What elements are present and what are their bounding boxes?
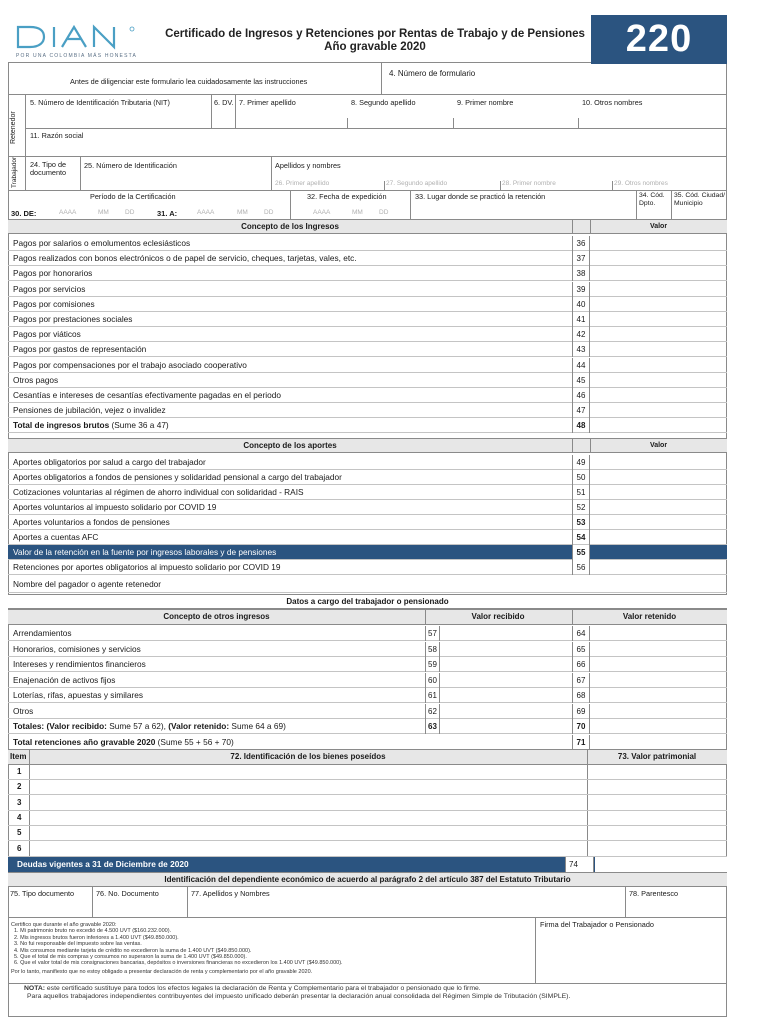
otro-ingreso-row xyxy=(8,657,727,672)
nota-line2: Para aquellos trabajadores independientes contribuyentes del impuesto unificado deberán presentar la declaración anual consolidada del Régimen Simple de Tributación (SIMPLE). xyxy=(27,993,571,1000)
nit-input[interactable] xyxy=(30,108,208,126)
aporte-row-label: Aportes a cuentas AFC xyxy=(13,532,99,542)
otro-ingreso-row-recibido-input[interactable] xyxy=(441,642,571,656)
primer-apellido-label: 7. Primer apellido xyxy=(239,98,296,107)
retencion-row xyxy=(8,545,727,560)
num-id-label: 25. Número de Identificación xyxy=(84,161,177,170)
otro-ingreso-row xyxy=(8,673,727,688)
aportes-header xyxy=(8,438,727,453)
dep-parentesco-label: 78. Parentesco xyxy=(629,889,679,898)
logo-tagline: POR UNA COLOMBIA MÁS HONESTA xyxy=(16,53,138,59)
ingreso-row-num: 42 xyxy=(572,327,590,342)
otro-ingreso-row-n1: 58 xyxy=(425,642,440,657)
footer-note xyxy=(24,985,724,1001)
otro-ingreso-row-retenido-input[interactable] xyxy=(591,704,727,718)
total-ingresos-row xyxy=(8,418,727,433)
otro-ingreso-row xyxy=(8,626,727,641)
firma-label: Firma del Trabajador o Pensionado xyxy=(540,920,654,929)
ingreso-row xyxy=(8,236,727,251)
retencion-row-label: Valor de la retención en la fuente por ingresos laborales y de pensiones xyxy=(13,547,277,557)
otro-ingreso-row-n1: 60 xyxy=(425,673,440,688)
bien-item-num: 4 xyxy=(17,812,22,822)
bien-row xyxy=(8,765,727,780)
ingreso-row-value-input[interactable] xyxy=(591,327,727,341)
aporte-row-label: Aportes voluntarios a fondos de pensiones xyxy=(13,517,170,527)
bien-row xyxy=(8,811,727,826)
otro-ingreso-row-label: Loterías, rifas, apuestas y similares xyxy=(13,690,144,700)
totales-bold1: Totales: (Valor recibido: xyxy=(13,721,107,731)
otros-header xyxy=(8,609,727,625)
primer-apellido-input[interactable] xyxy=(239,108,345,126)
certifico-intro: Certifico que durante el año gravable 2020: xyxy=(11,922,117,928)
bien-item-num: 3 xyxy=(17,797,22,807)
periodo-label: Período de la Certificación xyxy=(90,192,176,201)
otro-ingreso-row-label: Arrendamientos xyxy=(13,628,72,638)
ph29: 29. Otros nombres xyxy=(614,180,668,187)
ingresos-header-text: Concepto de los Ingresos xyxy=(241,222,339,231)
datos-header: Datos a cargo del trabajador o pensionado xyxy=(8,594,727,609)
covid-retencion-row xyxy=(8,560,727,575)
ingreso-row-value-input[interactable] xyxy=(591,358,727,372)
bien-valor-input[interactable] xyxy=(588,842,726,856)
otros-nombres-label: 10. Otros nombres xyxy=(582,98,643,107)
ingreso-row xyxy=(8,342,727,357)
nit-label: 5. Número de Identificación Tributaria (NIT) xyxy=(30,98,170,107)
primer-nombre-label: 9. Primer nombre xyxy=(457,98,514,107)
ingreso-row-value-input[interactable] xyxy=(591,312,727,326)
exp-dd: DD xyxy=(379,209,389,216)
ingreso-row-num: 38 xyxy=(572,266,590,281)
otro-ingreso-row-n2: 67 xyxy=(572,673,590,688)
aporte-row-label: Aportes voluntarios al impuesto solidario por COVID 19 xyxy=(13,502,217,512)
periodo-de-label: 30. DE: xyxy=(11,209,37,218)
aporte-row-num: 53 xyxy=(572,515,590,530)
dep-apellidos-label: 77. Apellidos y Nombres xyxy=(191,889,270,898)
totales-row-n1: 63 xyxy=(425,719,440,734)
aporte-row xyxy=(8,500,727,515)
aportes-valor-header: Valor xyxy=(649,442,668,449)
total-retenciones-row-label-rest: (Sume 55 + 56 + 70) xyxy=(155,736,234,747)
retenedor-side-label: Retenedor xyxy=(10,111,17,144)
ingreso-row-label: Pagos por viáticos xyxy=(13,329,81,340)
dep-no-doc-label: 76. No. Documento xyxy=(96,889,159,898)
ingreso-row-value-input[interactable] xyxy=(591,403,727,417)
ph28: 28. Primer nombre xyxy=(502,180,556,187)
a-yyyy: AAAA xyxy=(197,209,215,216)
bien-id-input[interactable] xyxy=(30,780,586,794)
total-ingresos-row-label-bold: Total de ingresos brutos xyxy=(13,420,110,431)
form-number: 220 xyxy=(625,18,693,60)
otro-ingreso-row-n2: 69 xyxy=(572,704,590,719)
ingreso-row xyxy=(8,266,727,281)
aportes-header-text: Concepto de los aportes xyxy=(243,441,337,450)
aporte-row xyxy=(8,485,727,500)
ingreso-row-value-input[interactable] xyxy=(591,388,727,402)
aporte-row-num: 49 xyxy=(572,455,590,470)
pagador-input[interactable] xyxy=(180,579,725,592)
certifico-closing: Por lo tanto, manifiesto que no estoy obligado a presentar declaración de renta y complementario por el año gravable 2020. xyxy=(11,968,313,975)
covid-retencion-row-label: Retenciones por aportes obligatorios al impuesto solidario por COVID 19 xyxy=(13,562,281,572)
totales-row-retenido-input[interactable] xyxy=(591,719,727,733)
ingreso-row xyxy=(8,297,727,312)
bien-item-num: 5 xyxy=(17,828,22,838)
otro-ingreso-row-retenido-input[interactable] xyxy=(591,688,727,702)
ph26: 26. Primer apellido xyxy=(275,180,330,187)
covid-retencion-row-num: 56 xyxy=(572,560,590,575)
dep-no-doc-input[interactable] xyxy=(96,899,185,915)
otro-ingreso-row-label: Enajenación de activos fijos xyxy=(13,674,116,685)
exp-mm: MM xyxy=(352,209,363,216)
aporte-row-label: Cotizaciones voluntarias al régimen de ahorro individual con solidaridad - RAIS xyxy=(13,487,304,497)
ingreso-row-label: Cesantías e intereses de cesantías efectivamente pagadas en el periodo xyxy=(13,390,281,400)
otro-ingreso-row-label: Otros xyxy=(13,705,34,716)
aporte-row-value-input[interactable] xyxy=(591,530,727,544)
otro-ingreso-row-recibido-input[interactable] xyxy=(441,657,571,671)
a-dd: DD xyxy=(264,209,274,216)
num-id-input[interactable] xyxy=(84,172,268,188)
aporte-row-num: 51 xyxy=(572,485,590,500)
form-title-line1: Certificado de Ingresos y Retenciones por Rentas de Trabajo y de Pensiones xyxy=(165,28,585,40)
bien-id-input[interactable] xyxy=(30,765,586,779)
bien-id-input[interactable] xyxy=(30,811,586,825)
dv-label: 6. DV. xyxy=(214,98,234,107)
razon-social-label: 11. Razón social xyxy=(30,131,84,140)
ingresos-header xyxy=(8,219,727,234)
otro-ingreso-row xyxy=(8,704,727,719)
aporte-row xyxy=(8,515,727,530)
deudas-label: Deudas vigentes a 31 de Diciembre de 2020 xyxy=(17,859,189,869)
bienes-valor-header: 73. Valor patrimonial xyxy=(617,752,697,761)
dep-tipo-doc-input[interactable] xyxy=(10,899,90,915)
form-title xyxy=(160,28,590,54)
bien-valor-input[interactable] xyxy=(588,765,726,779)
ingreso-row-label: Pagos por honorarios xyxy=(13,268,93,279)
retencion-row-num: 55 xyxy=(572,545,590,560)
otro-ingreso-row-n1: 62 xyxy=(425,704,440,719)
periodo-a-label: 31. A: xyxy=(157,209,178,218)
aporte-row-num: 52 xyxy=(572,500,590,515)
total-retenciones-row xyxy=(8,735,727,750)
ingreso-row xyxy=(8,388,727,403)
formulario-number-input[interactable] xyxy=(388,80,726,93)
certifico-item: 2. Mis ingresos brutos fueron inferiores a 1.400 UVT ($49.850.000). xyxy=(14,934,179,941)
nota-label: NOTA: xyxy=(24,985,46,992)
ingreso-row-num: 40 xyxy=(572,297,590,312)
ingreso-row-value-input[interactable] xyxy=(591,251,727,265)
ingreso-row-num: 45 xyxy=(572,373,590,388)
bien-valor-input[interactable] xyxy=(588,811,726,825)
otro-ingreso-row-label: Intereses y rendimientos financieros xyxy=(13,659,146,669)
ingreso-row xyxy=(8,358,727,373)
ingreso-row-value-input[interactable] xyxy=(591,297,727,311)
bien-row xyxy=(8,842,727,857)
razon-social-input[interactable] xyxy=(30,140,720,154)
tipo-doc-label: 24. Tipo de documento xyxy=(30,160,67,177)
bien-row xyxy=(8,826,727,841)
lugar-label: 33. Lugar donde se practicó la retención xyxy=(415,192,546,201)
a-mm: MM xyxy=(237,209,248,216)
ingreso-row xyxy=(8,312,727,327)
form-number-box xyxy=(591,15,727,64)
ingresos-valor-header: Valor xyxy=(649,223,668,230)
ingreso-row-label: Pagos por salarios o emolumentos eclesiásticos xyxy=(13,238,191,248)
otro-ingreso-row xyxy=(8,642,727,657)
exp-yyyy: AAAA xyxy=(313,209,331,216)
totales-rest2: Sume 64 a 69) xyxy=(229,721,286,731)
apellidos-input[interactable] xyxy=(275,171,723,180)
cod-ciudad-label: 35. Cód. Ciudad/ Municipio xyxy=(674,192,726,207)
ingreso-row xyxy=(8,327,727,342)
ingreso-row-num: 36 xyxy=(572,236,590,251)
totales-rest1: Sume 57 a 62), xyxy=(106,721,169,731)
otro-ingreso-row-n2: 68 xyxy=(572,688,590,703)
dian-logo xyxy=(14,22,144,60)
ingreso-row-value-input[interactable] xyxy=(591,373,727,387)
ingreso-row-label: Pagos por compensaciones por el trabajo asociado cooperativo xyxy=(13,359,247,370)
otro-ingreso-row-recibido-input[interactable] xyxy=(441,688,571,702)
ingreso-row-num: 46 xyxy=(572,388,590,403)
aporte-row-label: Aportes obligatorios a fondos de pensiones y solidaridad pensional a cargo del trabajador xyxy=(13,472,342,482)
totales-bold2: (Valor retenido: xyxy=(168,721,230,731)
certifico-item: 6. Que el valor total de mis consignaciones bancarias, depósitos o inversiones financieras no excedieron los 1.400 UVT ($49.850.000). xyxy=(14,960,343,967)
field4-label: 4. Número de formulario xyxy=(389,69,476,78)
fecha-exp-label: 32. Fecha de expedición xyxy=(307,192,387,201)
bien-id-input[interactable] xyxy=(30,826,586,840)
dependiente-header: Identificación del dependiente económico de acuerdo al parágrafo 2 del artículo 387 del Estatuto Tributario xyxy=(8,872,727,887)
ingreso-row-num: 43 xyxy=(572,342,590,357)
total-ingresos-row-num: 48 xyxy=(572,418,590,433)
ph27: 27. Segundo apellido xyxy=(386,180,448,187)
covid-retencion-row-value-input[interactable] xyxy=(591,560,727,574)
otro-ingreso-row-n1: 59 xyxy=(425,657,440,672)
aporte-row-label: Aportes obligatorios por salud a cargo del trabajador xyxy=(13,457,206,467)
bienes-id-header: 72. Identificación de los bienes poseídos xyxy=(230,752,386,761)
otro-ingreso-row xyxy=(8,688,727,703)
aporte-row xyxy=(8,470,727,485)
ingreso-row-label: Pagos realizados con bonos electrónicos o de papel de servicio, cheques, tarjetas, vales, etc. xyxy=(13,253,357,264)
ingreso-row-value-input[interactable] xyxy=(591,342,727,356)
aporte-row-num: 50 xyxy=(572,470,590,485)
ingreso-row xyxy=(8,282,727,297)
pagador-label: Nombre del pagador o agente retenedor xyxy=(13,579,162,589)
certifico-block xyxy=(11,922,531,975)
bien-valor-input[interactable] xyxy=(588,796,726,810)
ingreso-row xyxy=(8,403,727,418)
bien-item-num: 6 xyxy=(17,843,22,853)
lugar-input[interactable] xyxy=(415,202,633,217)
total-ingresos-row-value-input[interactable] xyxy=(591,418,727,432)
apellidos-nombres-label: Apellidos y nombres xyxy=(275,161,341,170)
ingreso-row-value-input[interactable] xyxy=(591,266,727,280)
bien-row xyxy=(8,780,727,795)
aporte-row-value-input[interactable] xyxy=(591,500,727,514)
ingreso-row-label: Pensiones de jubilación, vejez o invalidez xyxy=(13,405,166,416)
otros-concepto-header: Concepto de otros ingresos xyxy=(163,612,270,621)
de-yyyy: AAAA xyxy=(59,209,77,216)
otro-ingreso-row-label: Honorarios, comisiones y servicios xyxy=(13,643,141,654)
bien-id-input[interactable] xyxy=(30,842,586,856)
ingreso-row xyxy=(8,251,727,266)
bien-id-input[interactable] xyxy=(30,796,586,810)
ingreso-row-value-input[interactable] xyxy=(591,282,727,296)
segundo-apellido-label: 8. Segundo apellido xyxy=(351,98,416,107)
total-ingresos-row-label-rest: (Sume 36 a 47) xyxy=(109,420,169,431)
bien-item-num: 1 xyxy=(17,767,22,776)
otro-ingreso-row-n1: 57 xyxy=(425,626,440,641)
de-dd: DD xyxy=(125,209,135,216)
ingreso-row-num: 47 xyxy=(572,403,590,418)
ingreso-row-num: 37 xyxy=(572,251,590,266)
ingreso-row-label: Pagos por servicios xyxy=(13,283,86,294)
otro-ingreso-row-recibido-input[interactable] xyxy=(441,673,571,687)
otro-ingreso-row-retenido-input[interactable] xyxy=(591,642,727,656)
otros-retenido-header: Valor retenido xyxy=(622,612,677,621)
cod-dpto-label: 34. Cód. Dpto. xyxy=(639,192,665,207)
otro-ingreso-row-n1: 61 xyxy=(425,688,440,703)
aporte-row-value-input[interactable] xyxy=(591,515,727,529)
totales-row-n2: 70 xyxy=(572,719,590,734)
totales-row xyxy=(8,719,727,734)
ingreso-row-label: Pagos por comisiones xyxy=(13,298,95,309)
deudas-num: 74 xyxy=(569,860,578,869)
bienes-item-header: Item xyxy=(10,752,27,761)
total-retenciones-row-num: 71 xyxy=(572,735,590,750)
otro-ingreso-row-n2: 64 xyxy=(572,626,590,641)
otro-ingreso-row-retenido-input[interactable] xyxy=(591,626,727,640)
dep-parentesco-input[interactable] xyxy=(629,899,725,915)
aporte-row xyxy=(8,455,727,470)
firma-signature-area[interactable] xyxy=(540,931,724,981)
bien-valor-input[interactable] xyxy=(588,826,726,840)
otros-recibido-header: Valor recibido xyxy=(471,612,525,621)
ingreso-row-label: Pagos por prestaciones sociales xyxy=(13,314,133,324)
certifico-item: 4. Mis consumos mediante tarjeta de crédito no excedieron la suma de 1.400 UVT ($49.850.000). xyxy=(14,947,252,954)
totales-row-label xyxy=(13,721,286,731)
aporte-row-value-input[interactable] xyxy=(591,485,727,499)
ingreso-row-value-input[interactable] xyxy=(591,236,727,250)
certifico-item: 3. No fui responsable del impuesto sobre las ventas. xyxy=(14,941,142,948)
deudas-num-cell xyxy=(565,857,594,872)
aporte-row-value-input[interactable] xyxy=(591,470,727,484)
instructions-text: Antes de diligenciar este formulario lea cuidadosamente las instrucciones xyxy=(70,77,308,86)
bien-item-num: 2 xyxy=(17,782,22,792)
ingreso-row-num: 39 xyxy=(572,282,590,297)
retencion-row-value-input[interactable] xyxy=(591,545,727,559)
otro-ingreso-row-retenido-input[interactable] xyxy=(591,657,727,671)
dian-logo-mark xyxy=(14,22,144,52)
deudas-valor-input[interactable] xyxy=(595,857,727,872)
deudas-row xyxy=(8,857,727,872)
total-retenciones-row-label xyxy=(13,737,234,747)
certifico-item: 5. Que el total de mis compras y consumos no superaron la suma de 1.400 UVT ($49.850.000). xyxy=(14,954,247,961)
form-title-line2: Año gravable 2020 xyxy=(324,41,426,53)
dep-apellidos-input[interactable] xyxy=(191,899,623,915)
certifico-item: 1. Mi patrimonio bruto no excedió de 4.500 UVT ($160.232.000). xyxy=(14,928,172,935)
total-retenciones-row-label-bold: Total retenciones año gravable 2020 xyxy=(13,736,156,747)
nota-line1: este certificado sustituye para todos los efectos legales la declaración de Renta y Complementario para el trabajador o pensionado que lo firme. xyxy=(45,985,481,992)
aporte-row-num: 54 xyxy=(572,530,590,545)
aporte-row xyxy=(8,530,727,545)
trabajador-side-label: Trabajador xyxy=(11,156,18,188)
de-mm: MM xyxy=(98,209,109,216)
ingreso-row-label: Otros pagos xyxy=(13,374,59,385)
total-retenciones-row-value-input[interactable] xyxy=(591,735,727,749)
otro-ingreso-row-n2: 66 xyxy=(572,657,590,672)
otro-ingreso-row-recibido-input[interactable] xyxy=(441,704,571,718)
ingreso-row-num: 41 xyxy=(572,312,590,327)
ingreso-row-num: 44 xyxy=(572,358,590,373)
ingreso-row-label: Pagos por gastos de representación xyxy=(13,344,147,355)
ingreso-row xyxy=(8,373,727,388)
totales-row-recibido-input[interactable] xyxy=(441,719,571,733)
aporte-row-value-input[interactable] xyxy=(591,455,727,469)
bien-valor-input[interactable] xyxy=(588,780,726,794)
otro-ingreso-row-n2: 65 xyxy=(572,642,590,657)
otro-ingreso-row-recibido-input[interactable] xyxy=(441,626,571,640)
otro-ingreso-row-retenido-input[interactable] xyxy=(591,673,727,687)
total-ingresos-row-label xyxy=(13,420,169,430)
dep-tipo-doc-label: 75. Tipo documento xyxy=(10,889,75,898)
bien-row xyxy=(8,796,727,811)
